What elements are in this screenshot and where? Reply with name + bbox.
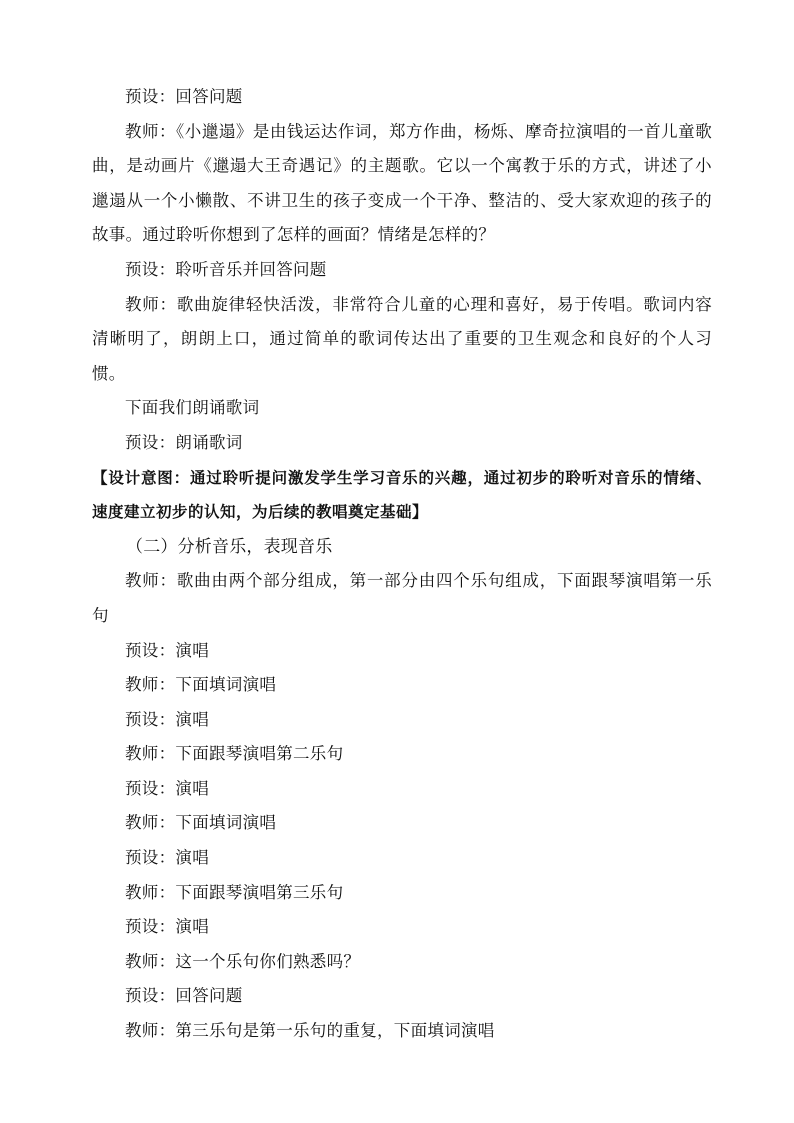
- teacher-intro-song: 教师：《小邋遢》是由钱运达作词，郑方作曲，杨烁、摩奇拉演唱的一首儿童歌曲，是动画片《邋遢大王奇遇记》的主题歌。它以一个寓教于乐的方式，讲述了小邋遢从一个小懒散、不讲卫生的孩子变成一个干净、整洁的、受大家欢迎的孩子的故事。通过聆听你想到了怎样的画面？情绪是怎样的？: [92, 121, 712, 245]
- preset-sing-3: 预设：演唱: [125, 778, 209, 798]
- document-body: [92, 80, 712, 1049]
- preset-sing-2: 预设：演唱: [125, 709, 209, 729]
- preset-listen: 预设：聆听音乐并回答问题: [125, 259, 327, 279]
- teacher-familiar-question: 教师：这一个乐句你们熟悉吗？: [125, 951, 361, 971]
- teacher-phrase-3: 教师：下面跟琴演唱第三乐句: [125, 882, 344, 902]
- teacher-melody-description: 教师：歌曲旋律轻快活泼，非常符合儿童的心理和喜好，易于传唱。歌词内容清晰明了，朗朗上口，通过简单的歌词传达出了重要的卫生观念和良好的个人习惯。: [92, 294, 712, 383]
- teacher-structure: 教师：歌曲由两个部分组成，第一部分由四个乐句组成，下面跟琴演唱第一乐句: [92, 571, 712, 625]
- teacher-phrase-2: 教师：下面跟琴演唱第二乐句: [125, 744, 344, 764]
- section-heading-analysis: （二）分析音乐，表现音乐: [126, 536, 333, 557]
- recite-lyrics-instruction: 下面我们朗诵歌词: [125, 398, 260, 418]
- preset-recite: 预设：朗诵歌词: [125, 432, 243, 452]
- teacher-phrase-3-repeat: 教师：第三乐句是第一乐句的重复，下面填词演唱: [125, 1021, 495, 1041]
- preset-sing-4: 预设：演唱: [125, 848, 209, 868]
- preset-answer-1: 预设：回答问题: [125, 87, 243, 106]
- teacher-fill-lyrics-2: 教师：下面填词演唱: [125, 813, 277, 833]
- preset-answer-2: 预设：回答问题: [125, 986, 243, 1006]
- preset-sing-1: 预设：演唱: [125, 640, 209, 660]
- preset-sing-5: 预设：演唱: [125, 917, 209, 937]
- design-intent: 【设计意图：通过聆听提问激发学生学习音乐的兴趣，通过初步的聆听对音乐的情绪、速度建立初步的认知，为后续的教唱奠定基础】: [92, 468, 712, 522]
- teacher-fill-lyrics-1: 教师：下面填词演唱: [125, 675, 277, 695]
